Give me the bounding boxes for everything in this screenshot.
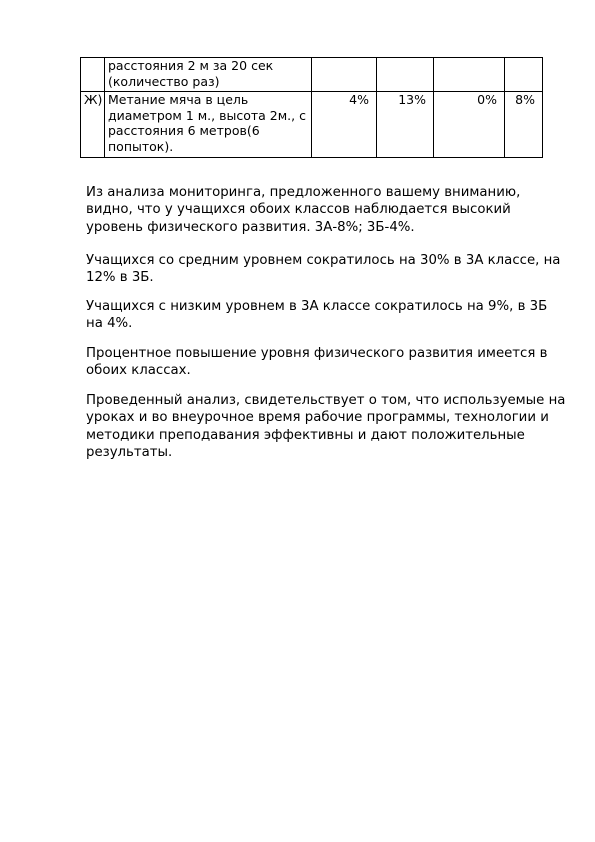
table-cell-value [434, 58, 505, 92]
low-level-paragraph: Учащихся с низким уровнем в 3А классе сократилось на 9%, в 3Б на 4%. [86, 299, 548, 332]
table-cell-description: Метание мяча в цель диаметром 1 м., высота 2м., с расстояния 6 метров(6 попыток). [105, 92, 312, 157]
increase-paragraph: Процентное повышение уровня физического развития имеется в обоих классах. [86, 346, 548, 379]
table-cell-letter: Ж) [81, 92, 105, 157]
table-row [81, 92, 543, 157]
analysis-paragraph: Из анализа мониторинга, предложенного вашему вниманию, видно, что у учащихся обоих классов наблюдается высокий уровень физического развития. 3А-8%; 3Б-4%. [86, 185, 521, 235]
table-cell-value: 0% [434, 92, 505, 157]
average-level-paragraph: Учащихся со средним уровнем сократилось на 30% в 3А классе, на 12% в 3Б. [86, 253, 561, 286]
table-cell-letter [81, 58, 105, 92]
table-cell-value [312, 58, 377, 92]
conclusion-paragraph: Проведенный анализ, свидетельствует о том, что используемые на уроках и во внеурочное время рабочие программы, технологии и методики преподавания эффективны и дают положительные результаты. [86, 393, 566, 461]
table-cell-value [505, 58, 543, 92]
results-table [80, 57, 543, 158]
table-cell-value: 13% [377, 92, 434, 157]
table-row [81, 58, 543, 92]
table-cell-description: расстояния 2 м за 20 сек (количество раз) [105, 58, 312, 92]
table-cell-value [377, 58, 434, 92]
table-cell-value: 8% [505, 92, 543, 157]
table-cell-value: 4% [312, 92, 377, 157]
